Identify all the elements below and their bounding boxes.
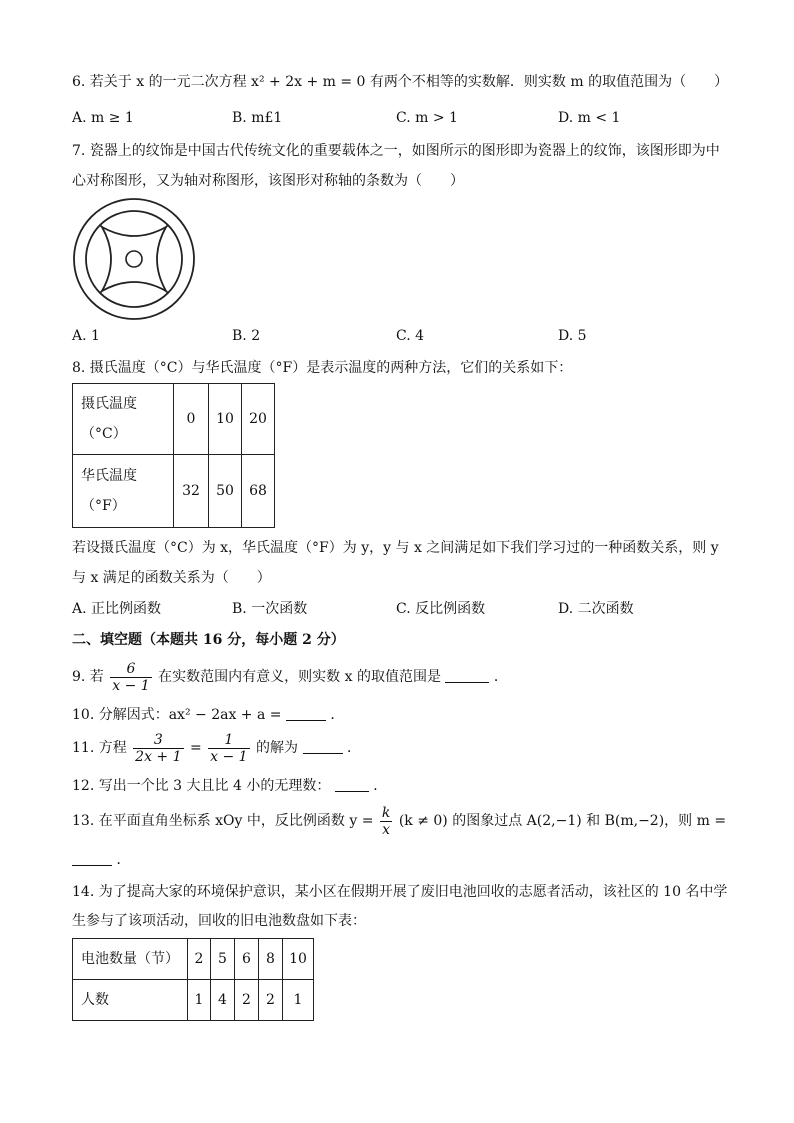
celsius-unit: （°C）: [81, 426, 127, 442]
table-row: [73, 384, 275, 455]
q6-option-d[interactable]: D. m < 1: [558, 110, 621, 126]
q12-answer-blank[interactable]: [335, 777, 369, 792]
q8-option-c[interactable]: C. 反比例函数: [396, 601, 486, 617]
battery-table: [72, 938, 314, 1021]
fahrenheit-label: 华氏温度: [81, 468, 137, 484]
q7-option-a[interactable]: A. 1: [72, 328, 100, 344]
q9-fraction: [110, 661, 151, 694]
q11-end: ．: [346, 740, 361, 756]
question-14-stem-line1: 14. 为了提高大家的环境保护意识，某小区在假期开展了废旧电池回收的志愿者活动，该社区的 10 名中学: [72, 884, 728, 900]
q6-option-c[interactable]: C. m > 1: [396, 110, 458, 126]
q10-text: 10. 分解因式：ax² − 2ax + a =: [72, 707, 282, 723]
table-cell: 2: [188, 939, 211, 980]
q8-option-d[interactable]: D. 二次函数: [558, 601, 634, 617]
q13-prefix: 13. 在平面直角坐标系 xOy 中，反比例函数 y =: [72, 813, 374, 829]
q11-suffix: 的解为: [256, 740, 299, 756]
porcelain-pattern-figure: [72, 197, 196, 321]
q9-answer-blank[interactable]: [445, 668, 489, 683]
table-cell: 1: [188, 980, 211, 1021]
q13-answer-blank[interactable]: [72, 851, 112, 866]
celsius-label: 摄氏温度: [81, 396, 137, 412]
q7-option-b[interactable]: B. 2: [232, 328, 261, 344]
table-cell: [73, 455, 174, 528]
q11-fraction-left: [133, 732, 183, 765]
question-13: [72, 803, 726, 839]
table-cell: 20: [242, 384, 275, 455]
q12-text: 12. 写出一个比 3 大且比 4 小的无理数：: [72, 778, 331, 794]
q6-option-b[interactable]: B. m£1: [232, 110, 283, 126]
question-13-answer-line: [72, 850, 130, 870]
q11-equals: =: [189, 740, 202, 756]
question-6-stem: 6. 若关于 x 的一元二次方程 x² + 2x + m = 0 有两个不相等的实数解．则实数 m 的取值范围为（ ）: [72, 74, 729, 90]
q13-denominator: x: [382, 821, 391, 838]
table-cell: 8: [259, 939, 283, 980]
question-11: [72, 730, 361, 766]
q9-prefix: 9. 若: [72, 669, 104, 685]
q12-end: ．: [373, 778, 388, 794]
question-8-condition-line2: 与 x 满足的函数关系为（ ）: [72, 570, 271, 586]
q13-numerator: k: [381, 804, 391, 821]
temperature-table: [72, 383, 275, 528]
fahrenheit-unit: （°F）: [81, 498, 126, 514]
table-row: [73, 939, 314, 980]
q6-option-a[interactable]: A. m ≥ 1: [72, 110, 134, 126]
table-cell: 2: [259, 980, 283, 1021]
q11-prefix: 11. 方程: [72, 740, 127, 756]
q13-suffix: (k ≠ 0) 的图象过点 A(2,−1) 和 B(m,−2)，则 m =: [398, 813, 727, 829]
question-10: [72, 705, 344, 725]
table-cell: 2: [235, 980, 259, 1021]
section-2-title: 二、填空题（本题共 16 分，每小题 2 分）: [72, 632, 345, 648]
table-row: [73, 455, 275, 528]
q11-left-denominator: 2x + 1: [135, 748, 182, 765]
table-cell: [73, 384, 174, 455]
table-cell: 10: [209, 384, 242, 455]
q13-end: ．: [116, 852, 131, 868]
question-9: [72, 660, 508, 694]
table-cell: 50: [209, 455, 242, 528]
question-7-stem-line1: 7. 瓷器上的纹饰是中国古代传统文化的重要载体之一，如图所示的图形即为瓷器上的纹饰，该图形即为中: [72, 143, 720, 159]
table-cell: 4: [211, 980, 235, 1021]
question-7-stem-line2: 心对称图形，又为轴对称图形，该图形对称轴的条数为（ ）: [72, 173, 464, 189]
table-cell: 32: [174, 455, 209, 528]
table-cell: 电池数量（节）: [73, 939, 188, 980]
table-row: [73, 980, 314, 1021]
q11-right-numerator: 1: [208, 732, 249, 749]
table-cell: 人数: [73, 980, 188, 1021]
q10-answer-blank[interactable]: [286, 706, 326, 721]
question-14-stem-line2: 生参与了该项活动，回收的旧电池数盘如下表：: [72, 913, 366, 929]
table-cell: 68: [242, 455, 275, 528]
q11-right-denominator: x − 1: [210, 748, 248, 765]
q8-option-a[interactable]: A. 正比例函数: [72, 601, 162, 617]
table-cell: 6: [235, 939, 259, 980]
q11-left-numerator: 3: [133, 732, 183, 749]
question-8-stem: 8. 摄氏温度（°C）与华氏温度（°F）是表示温度的两种方法，它们的关系如下：: [72, 360, 573, 376]
q8-option-b[interactable]: B. 一次函数: [232, 601, 308, 617]
q7-option-d[interactable]: D. 5: [558, 328, 587, 344]
q10-end: ．: [330, 707, 345, 723]
q9-suffix: 在实数范围内有意义，则实数 x 的取值范围是: [158, 669, 441, 685]
table-cell: 1: [283, 980, 314, 1021]
q9-end: ．: [493, 669, 508, 685]
table-cell: 5: [211, 939, 235, 980]
table-cell: 10: [283, 939, 314, 980]
q9-denominator: x − 1: [112, 677, 150, 694]
question-12: [72, 776, 387, 796]
q11-fraction-right: [208, 732, 249, 765]
q7-option-c[interactable]: C. 4: [396, 328, 425, 344]
q11-answer-blank[interactable]: [303, 739, 343, 754]
table-cell: 0: [174, 384, 209, 455]
q9-numerator: 6: [110, 661, 151, 678]
q13-fraction: [380, 805, 392, 838]
question-8-condition-line1: 若设摄氏温度（°C）为 x，华氏温度（°F）为 y，y 与 x 之间满足如下我们学习过的一种函数关系，则 y: [72, 540, 719, 556]
